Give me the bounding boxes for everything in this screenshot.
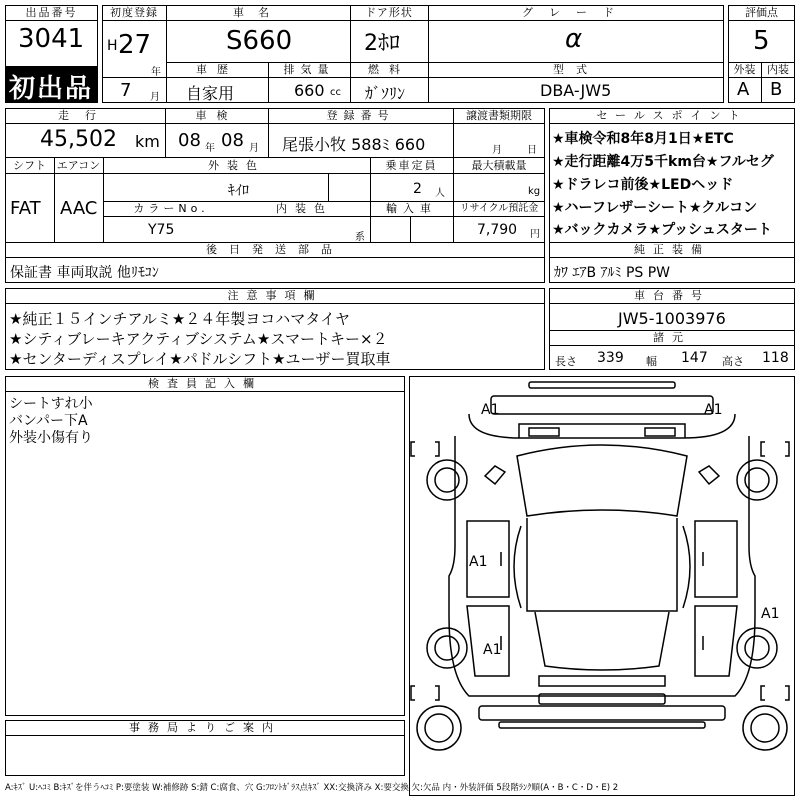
inspector-line-3: 外装小傷有り <box>9 430 93 446</box>
color-no: Y75 <box>148 222 175 238</box>
equip-label: 純正装備 <box>634 243 710 256</box>
damage-mark-right-rear: A1 <box>761 606 780 622</box>
equipment: ｶﾜ ｴｱB ｱﾙﾐ PS PW <box>554 265 671 281</box>
reg-no-label: 登録番号 <box>326 109 395 122</box>
damage-mark-left-rear: A1 <box>483 642 502 658</box>
ac: AAC <box>60 198 98 219</box>
shift-label: シフト <box>13 159 46 172</box>
mileage-unit: km <box>135 132 160 151</box>
int-color-unit: 系 <box>355 232 365 243</box>
int-color-label: 内装色 <box>276 202 333 215</box>
length-label: 長さ <box>555 355 577 368</box>
sales-point-2: ★走行距離4万5千km台★フルセグ <box>552 154 774 170</box>
later-label: 後日発送部品 <box>206 243 344 256</box>
fuel-label: 燃料 <box>368 63 410 76</box>
sales-point-1: ★車検令和8年8月1日★ETC <box>552 131 734 147</box>
dims-label: 諸元 <box>653 331 691 344</box>
notes-label: 注意事項欄 <box>227 289 323 302</box>
history: 自家用 <box>186 84 235 103</box>
first-reg-month: 7 <box>120 80 132 101</box>
recycle-unit: 円 <box>530 229 540 240</box>
inspection-month-unit: 月 <box>249 143 259 154</box>
chassis-label: 車台番号 <box>634 289 710 302</box>
sales-point-5: ★バックカメラ★プッシュスタート <box>552 222 772 238</box>
note-line-1: ★純正１５インチアルミ★２４年製ヨコハマタイヤ <box>9 310 350 328</box>
width: 147 <box>681 350 708 366</box>
height-label: 高さ <box>722 355 744 368</box>
capacity-label: 乗車定員 <box>385 159 438 172</box>
sales-label: セールスポイント <box>596 109 748 122</box>
transfer-day-unit: 日 <box>527 145 537 156</box>
transfer-month-unit: 月 <box>492 145 502 156</box>
displacement: 660 <box>294 81 325 100</box>
interior-label: 内装 <box>767 63 789 76</box>
car-name-label: 車名 <box>233 6 283 19</box>
capacity-unit: 人 <box>435 188 445 199</box>
inspector-line-1: シートすれ小 <box>9 396 93 412</box>
lot-label: 出品番号 <box>25 6 78 19</box>
inspection-year: 08 <box>178 130 201 151</box>
grade-label: グレード <box>522 6 630 19</box>
color-label: 外装色 <box>208 159 265 172</box>
note-line-2: ★シティブレーキアクティブシステム★スマートキー×２ <box>9 330 388 348</box>
inspection-month: 08 <box>221 130 244 151</box>
displacement-label: 排気量 <box>283 63 335 76</box>
lot-number: 3041 <box>18 24 85 54</box>
sales-point-4: ★ハーフレザーシート★クルコン <box>552 200 758 216</box>
damage-mark-left-door: A1 <box>469 554 488 570</box>
first-listing-text: 初出品 <box>9 74 94 104</box>
recycle-label: リサイクル預託金 <box>459 203 539 214</box>
inspection-year-unit: 年 <box>205 143 215 154</box>
later-parts: 保証書 車両取説 他ﾘﾓｺﾝ <box>10 265 159 281</box>
car-diagram <box>409 376 795 796</box>
model: DBA-JW5 <box>540 81 612 100</box>
history-label: 車歴 <box>196 63 238 76</box>
year-unit: 年 <box>151 67 161 78</box>
capacity: 2 <box>413 181 422 197</box>
recycle: 7,790 <box>477 222 518 238</box>
exterior-grade: A <box>737 79 750 100</box>
door-label: ドア形状 <box>365 6 413 19</box>
import-label: 輸入車 <box>386 202 437 215</box>
inspector-label: 検査員記入欄 <box>148 377 262 390</box>
first-reg-label: 初度登録 <box>110 6 158 19</box>
first-reg-year: 27 <box>118 30 152 60</box>
chassis-number: JW5-1003976 <box>618 309 726 328</box>
exterior-label: 外装 <box>733 63 756 76</box>
door: 2ﾎﾛ <box>364 31 400 56</box>
office-label: 事務局よりご案内 <box>129 721 281 734</box>
damage-mark-front-right: A1 <box>704 402 723 418</box>
color-no-label: カラーNo. <box>133 202 209 215</box>
grade: α <box>565 24 583 54</box>
length: 339 <box>597 350 624 366</box>
mileage-label: 走行 <box>58 109 112 122</box>
damage-mark-front-left: A1 <box>481 402 500 418</box>
transfer-label: 譲渡書類期限 <box>466 109 532 122</box>
month-unit: 月 <box>150 92 160 103</box>
era: H <box>107 38 118 54</box>
load-unit: kg <box>528 186 541 197</box>
load-label: 最大積載量 <box>471 159 527 172</box>
displacement-unit: cc <box>330 87 341 98</box>
fuel: ｶﾞｿﾘﾝ <box>365 84 406 103</box>
note-line-3: ★センターディスプレイ★パドルシフト★ユーザー買取車 <box>9 350 391 368</box>
sales-point-3: ★ドラレコ前後★LEDヘッド <box>552 177 734 193</box>
score: 5 <box>753 26 770 56</box>
reg-no: 尾張小牧 588ﾐ 660 <box>282 135 426 154</box>
ac-label: エアコン <box>56 159 101 172</box>
mileage: 45,502 <box>40 127 117 152</box>
shift: FAT <box>10 198 41 219</box>
car-name: S660 <box>226 26 293 56</box>
legend: A:ｷｽﾞ U:ﾍｺﾐ B:ｷｽﾞを伴うﾍｺﾐ P:要塗装 W:補修跡 S:錆 C:腐食、穴 G:ﾌﾛﾝﾄｶﾞﾗｽ点ｷｽﾞ XX:交換済み X:要交換 欠:欠品 内・外装評価 5段階ﾗﾝｸ順(A・B・C・D・E) 2 <box>5 783 619 793</box>
height: 118 <box>762 350 789 366</box>
score-label: 評価点 <box>745 6 778 19</box>
interior-grade: B <box>770 79 783 100</box>
color: ｷｲﾛ <box>228 183 249 199</box>
width-label: 幅 <box>646 355 657 368</box>
inspector-line-2: バンパー下A <box>9 413 88 429</box>
inspection-label: 車検 <box>195 109 238 122</box>
model-label: 型式 <box>553 63 599 76</box>
